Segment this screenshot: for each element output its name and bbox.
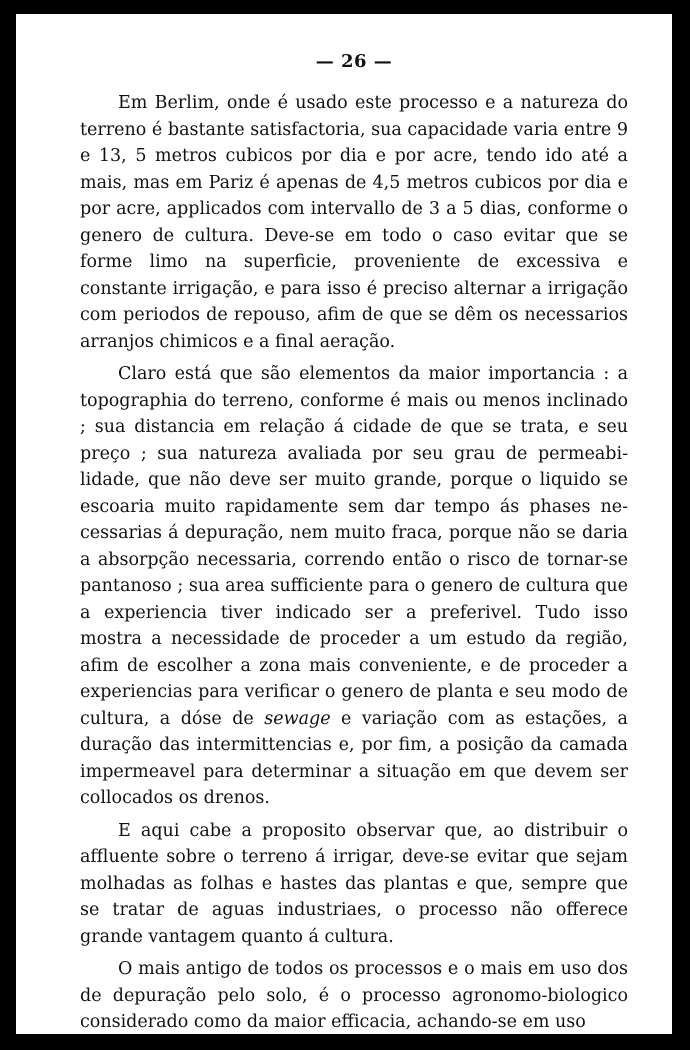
paragraph-2-text: Claro está que são elementos da maior importancia : a topographia do terreno, conforme é mais ou menos inclinado ; sua distancia em relação á cidade de que se trata, e seu preço ; sua natureza avaliada por seu grau de permeabilidade, que não deve ser muito grande, porque o liquido se escoaria muito rapidamente sem dar tempo ás phases necessarias á depuração, nem muito fraca, porque não se daria a absorpção necessaria, correndo então o risco de tornar-se pantanoso ; sua area sufficiente para o genero de cultura que a experiencia tiver indicado ser a preferivel. Tudo isso mostra a necessidade de proceder a um estudo da região, afim de escolher a zona mais conveniente, e de proceder a experiencias para verificar o genero de planta e seu modo de cultura, a dóse de xyxy=(80,364,628,729)
italic-term-sewage: sewage xyxy=(264,708,331,729)
paragraph-2 xyxy=(80,361,628,812)
page-number: — 26 — xyxy=(315,51,393,72)
paragraph-1-text: Em Berlim, onde é usado este processo e a natureza do terreno é bastante satisfactoria, sua capacidade varia entre 9 e 13, 5 metros cubicos por dia e por acre, tendo ido até a mais, mas em Pariz é apenas de 4,5 metros cubicos por dia e por acre, applicados com intervallo de 3 a 5 dias, conforme o genero de cultura. Deve-se em todo o caso evitar que se forme limo na superficie, proveniente de excessiva e constante irrigação, e para isso é preciso alternar a irrigação com periodos de repouso, afim de que se dêm os necessarios arranjos chimicos e a final aeração. xyxy=(80,93,628,352)
book-page xyxy=(16,14,672,1034)
paragraph-2-text-after: e variação com as estações, a duração das intermittencias e, por fim, a posição da camada impermeavel para determinar a situação em que devem ser collocados os drenos. xyxy=(80,708,628,808)
paragraph-4-text: O mais antigo de todos os processos e o mais em uso dos de depuração pelo solo, é o processo agronomo-biologico considerado como da maior efficacia, achando-se em uso xyxy=(80,959,628,1032)
paragraph-4 xyxy=(80,956,628,1036)
paragraph-3-text: E aqui cabe a proposito observar que, ao distribuir o affluente sobre o terreno á irrigar, deve-se evitar que sejam molhadas as folhas e hastes das plantas e que, sempre que se tratar de aguas industriaes, o processo não offerece grande vantagem quanto á cultura. xyxy=(80,820,628,947)
page-content xyxy=(80,48,628,1036)
paragraph-3 xyxy=(80,818,628,951)
paragraph-1 xyxy=(80,90,628,355)
